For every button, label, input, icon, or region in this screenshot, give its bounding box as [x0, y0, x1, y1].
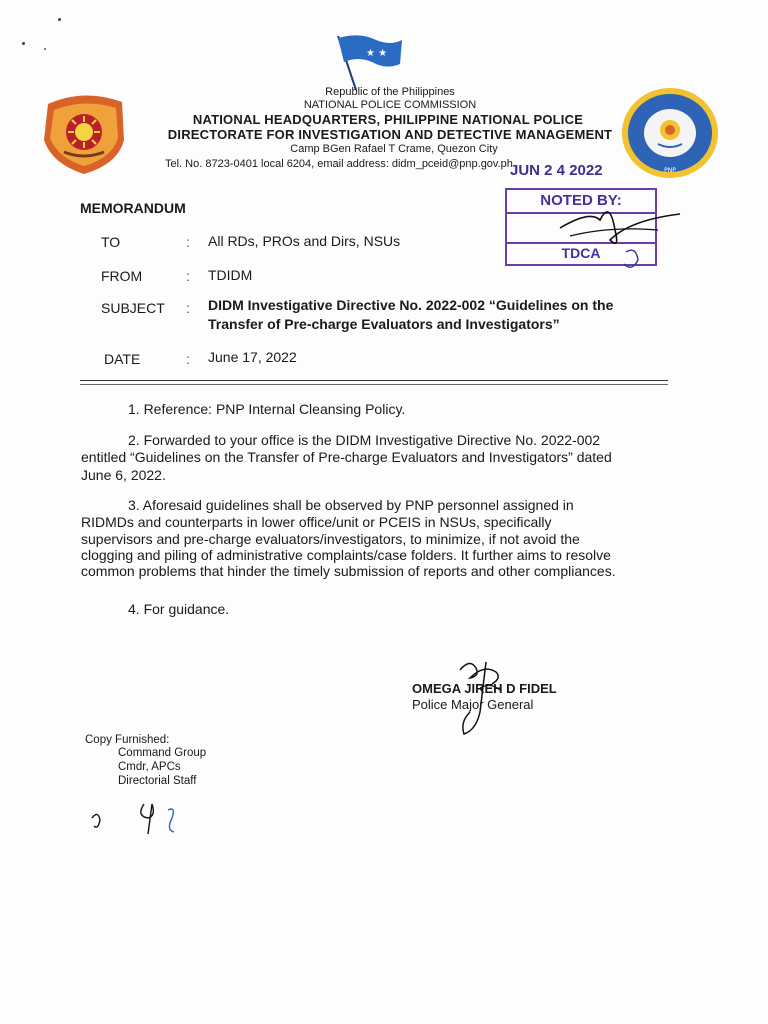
- copy-furnished-item: Cmdr, APCs: [118, 761, 181, 773]
- header-contact: Tel. No. 8723-0401 local 6204, email address: didm_pceid@pnp.gov.ph: [165, 158, 513, 170]
- to-colon: :: [186, 234, 190, 250]
- copy-furnished-title: Copy Furnished:: [85, 734, 170, 746]
- paragraph-2-line-3: June 6, 2022.: [81, 467, 166, 483]
- subject-label: SUBJECT: [101, 300, 165, 316]
- date-label: DATE: [104, 351, 141, 367]
- header-divider: [80, 380, 668, 381]
- from-label: FROM: [101, 268, 143, 284]
- subject-line-1: DIDM Investigative Directive No. 2022-002 “Guidelines on the: [208, 297, 614, 313]
- header-pnp: NATIONAL HEADQUARTERS, PHILIPPINE NATIONAL POLICE: [192, 112, 584, 127]
- svg-text:★ ★: ★ ★: [366, 48, 388, 59]
- copy-furnished-item: Command Group: [118, 747, 207, 759]
- date-colon: :: [186, 351, 190, 367]
- noted-signature: [540, 190, 690, 270]
- copy-furnished-item: Directorial Staff: [118, 775, 197, 787]
- header-napolcom: NATIONAL POLICE COMMISSION: [303, 99, 477, 111]
- paragraph-3-line-3: supervisors and pre-charge evaluators/investigators, to minimize, if not avoid the: [81, 531, 580, 547]
- subject-line-2: Transfer of Pre-charge Evaluators and Investigators”: [208, 316, 560, 332]
- scan-speck: [22, 42, 25, 45]
- subject-colon: :: [186, 300, 190, 316]
- ph-flag-icon: [330, 32, 408, 92]
- header-address: Camp BGen Rafael T Crame, Quezon City: [290, 143, 498, 155]
- paragraph-3-line-1: 3. Aforesaid guidelines shall be observed by PNP personnel assigned in: [128, 497, 574, 513]
- paragraph-3-line-2: RIDMDs and counterparts in lower office/unit or PCEIS in NSUs, specifically: [81, 514, 552, 530]
- scan-speck: [44, 48, 46, 50]
- header-republic: Republic of the Philippines: [325, 86, 455, 98]
- noted-by-label: NOTED BY:: [540, 192, 622, 209]
- paragraph-2-line-2: entitled “Guidelines on the Transfer of Pre-charge Evaluators and Investigators” dated: [81, 449, 612, 465]
- svg-text:PNP: PNP: [664, 167, 676, 174]
- memo-title: MEMORANDUM: [80, 200, 186, 216]
- paragraph-1: 1. Reference: PNP Internal Cleansing Policy.: [128, 401, 406, 417]
- from-value: TDIDM: [208, 267, 253, 283]
- to-value: All RDs, PROs and Dirs, NSUs: [208, 233, 401, 249]
- paragraph-3-line-4: clogging and piling of administrative complaints/case folders. It further aims to resolve: [81, 547, 611, 563]
- signatory-name: OMEGA JIREH D FIDEL: [412, 681, 557, 696]
- handwritten-initials: [86, 796, 206, 836]
- paragraph-2-line-1: 2. Forwarded to your office is the DIDM Investigative Directive No. 2022-002: [128, 432, 601, 448]
- received-date-stamp: JUN 2 4 2022: [510, 162, 603, 179]
- scan-speck: [58, 18, 61, 21]
- paragraph-4: 4. For guidance.: [128, 601, 230, 617]
- to-label: TO: [101, 234, 121, 250]
- signatory-rank: Police Major General: [412, 697, 534, 712]
- paragraph-3-line-5: common problems that hinder the timely submission of reports and other compliances.: [81, 563, 616, 579]
- header-didm: DIRECTORATE FOR INVESTIGATION AND DETECTIVE MANAGEMENT: [167, 127, 613, 142]
- header-divider-2: [80, 384, 668, 385]
- from-colon: :: [186, 268, 190, 284]
- noted-by-office: TDCA: [561, 245, 601, 261]
- date-value: June 17, 2022: [208, 349, 297, 365]
